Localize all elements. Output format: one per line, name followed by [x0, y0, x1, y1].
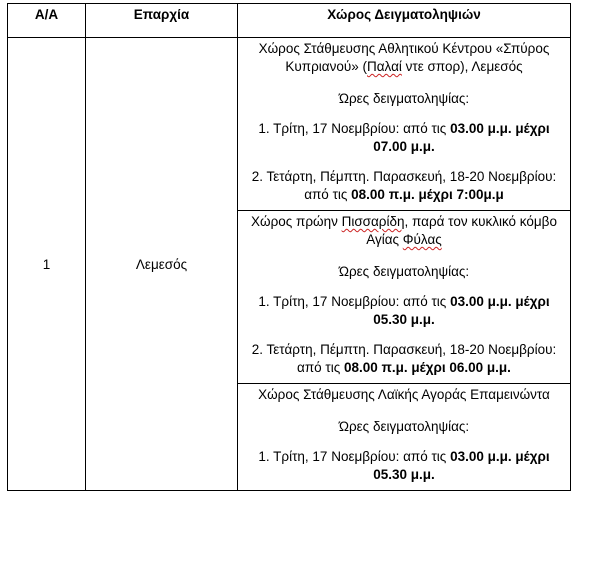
site-location: Χώρος Στάθμευσης Αθλητικού Κέντρου «Σπύρος Κυπριανού» (Παλαί ντε σπορ), Λεμεσός — [258, 41, 550, 74]
table-row — [8, 38, 571, 211]
hours-label: Ώρες δειγματοληψίας: — [338, 419, 470, 434]
spellcheck-underlined-word: Πισσαρίδη — [341, 214, 405, 229]
schedule-line-2: 2. Τετάρτη, Πέμπτη. Παρασκευή, 18-20 Νοεμβρίου: από τις 08.00 π.μ. μέχρι 06.00 μ.μ. — [251, 342, 557, 375]
schedule-line-1: 1. Τρίτη, 17 Νοεμβρίου: από τις 03.00 μ.μ. μέχρι 05.30 μ.μ. — [258, 449, 550, 482]
site-cell-3 — [238, 384, 571, 491]
table-header-row — [8, 4, 571, 38]
header-aa: Α/Α — [8, 4, 86, 38]
site-cell-1 — [238, 38, 571, 211]
schedule-line-1: 1. Τρίτη, 17 Νοεμβρίου: από τις 03.00 μ.μ. μέχρι 07.00 μ.μ. — [258, 121, 550, 154]
hours-label: Ώρες δειγματοληψίας: — [338, 91, 470, 106]
site-cell-2 — [238, 211, 571, 384]
site-location: Χώρος Στάθμευσης Λαϊκής Αγοράς Επαμεινώντα — [258, 387, 550, 402]
schedule-line-2: 2. Τετάρτη, Πέμπτη. Παρασκευή, 18-20 Νοεμβρίου: από τις 08.00 π.μ. μέχρι 7:00μ.μ — [251, 169, 557, 202]
schedule-line-1: 1. Τρίτη, 17 Νοεμβρίου: από τις 03.00 μ.μ. μέχρι 05.30 μ.μ. — [258, 294, 550, 327]
spellcheck-underlined-word: Παλαί — [367, 59, 402, 74]
header-eparchia: Επαρχία — [86, 4, 238, 38]
district-cell: Λεμεσός — [86, 38, 238, 491]
site-location: Χώρος πρώην Πισσαρίδη, παρά τον κυκλικό κόμβο Αγίας Φύλας — [251, 214, 557, 247]
sampling-locations-table — [7, 3, 571, 491]
hours-label: Ώρες δειγματοληψίας: — [338, 264, 470, 279]
header-choros: Χώρος Δειγματοληψιών — [238, 4, 571, 38]
row-number-cell: 1 — [8, 38, 86, 491]
spellcheck-underlined-word: Φύλας — [402, 232, 442, 247]
